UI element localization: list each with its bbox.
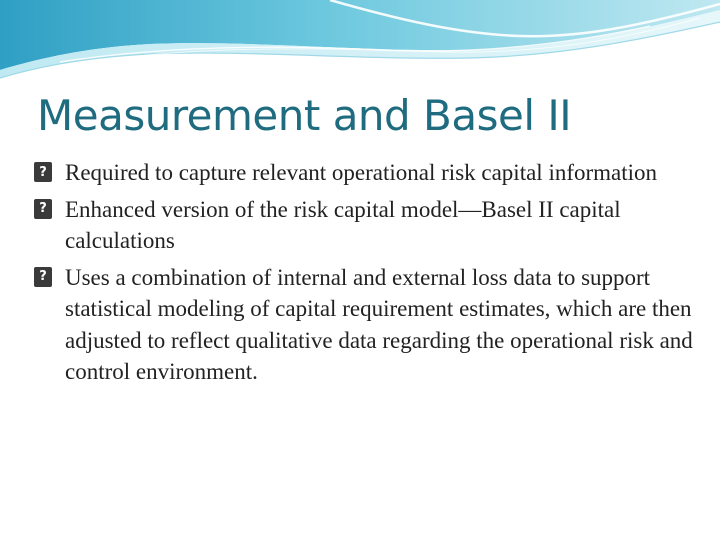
- bullet-list: [34, 157, 694, 393]
- bullet-item: [34, 157, 694, 189]
- missing-glyph-icon: ?: [34, 162, 52, 182]
- bullet-text: Required to capture relevant operational risk capital information: [65, 160, 658, 185]
- slide-title: Measurement and Basel II: [37, 91, 572, 140]
- bullet-text: Uses a combination of internal and external loss data to support statistical modeling of capital requirement estimates, which are then adjusted to reflect qualitative data regarding the operational risk and control environment.: [65, 264, 693, 384]
- missing-glyph-icon: ?: [34, 199, 52, 219]
- bullet-item: [34, 194, 694, 257]
- header-wave-decoration: [0, 0, 720, 90]
- bullet-item: [34, 262, 694, 388]
- bullet-text: Enhanced version of the risk capital model—Basel II capital calculations: [65, 196, 621, 253]
- missing-glyph-icon: ?: [34, 267, 52, 287]
